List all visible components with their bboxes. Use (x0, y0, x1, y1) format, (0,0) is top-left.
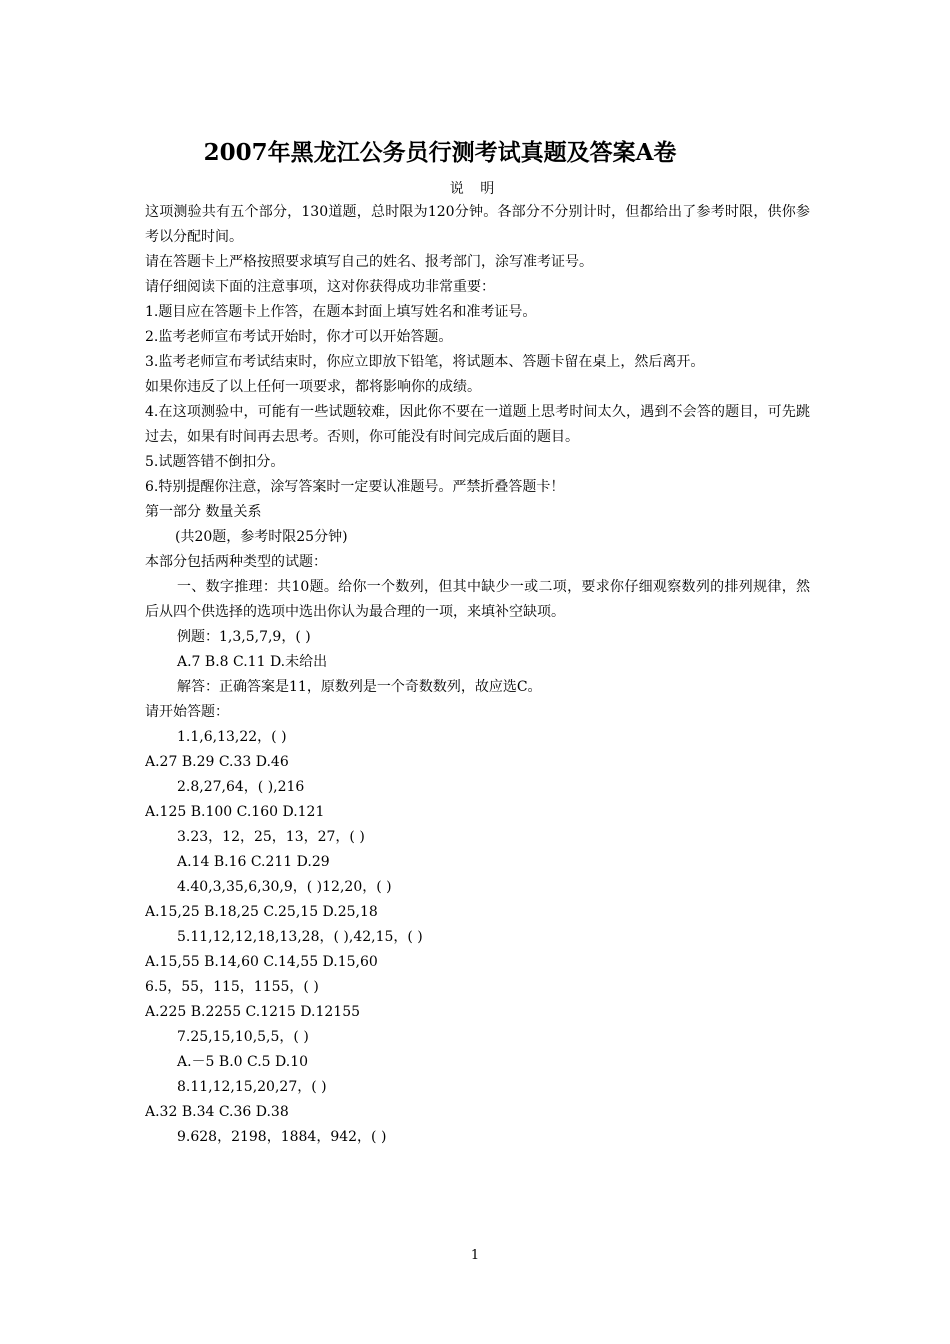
notice-item: 4.在这项测验中，可能有一些试题较难，因此你不要在一道题上思考时间太久，遇到不会答的题目，可先跳过去，如果有时间再去思考。否则，你可能没有时间完成后面的题目。 (145, 404, 810, 445)
question-options: A.27 B.29 C.33 D.46 (145, 754, 289, 770)
question: 8.11,12,15,20,27，( ) (177, 1079, 327, 1095)
document-title: 2007年黑龙江公务员行测考试真题及答案A卷 (203, 139, 677, 166)
question: 5.11,12,12,18,13,28，( ),42,15，( ) (177, 929, 423, 945)
part-time-note: (共20题，参考时限25分钟) (175, 529, 348, 545)
question: 7.25,15,10,5,5，( ) (177, 1029, 309, 1045)
question: 1.1,6,13,22，( ) (177, 729, 287, 745)
page-number: 1 (470, 1248, 480, 1263)
notice-item: 3.监考老师宣布考试结束时，你应立即放下铅笔，将试题本、答题卡留在桌上，然后离开。 (145, 354, 705, 370)
section-instruction: 一、数字推理：共10题。给你一个数列，但其中缺少一或二项，要求你仔细观察数列的排列规律，然后从四个供选择的选项中选出你认为最合理的一项，来填补空缺项。 (145, 579, 810, 620)
question: 2.8,27,64，( ),216 (177, 779, 305, 795)
question: 3.23，12，25，13，27，( ) (177, 829, 365, 845)
question-options: A.15,55 B.14,60 C.14,55 D.15,60 (145, 954, 378, 970)
notice-item: 5.试题答错不倒扣分。 (145, 454, 285, 470)
question-options: A.－5 B.0 C.5 D.10 (177, 1054, 309, 1070)
part-heading: 第一部分 数量关系 (145, 504, 262, 520)
question: 4.40,3,35,6,30,9，( )12,20，( ) (177, 879, 392, 895)
notice-item: 6.特别提醒你注意，涂写答案时一定要认准题号。严禁折叠答题卡！ (145, 479, 565, 495)
example-question: 例题：1,3,5,7,9，( ) (177, 629, 311, 645)
document-body (145, 200, 810, 1150)
question-options: A.14 B.16 C.211 D.29 (177, 854, 330, 870)
question-options: A.15,25 B.18,25 C.25,15 D.25,18 (145, 904, 378, 920)
question: 6.5，55，115，1155，( ) (145, 979, 319, 995)
question: 9.628，2198，1884，942，( ) (177, 1129, 387, 1145)
example-answer: 解答：正确答案是11，原数列是一个奇数数列，故应选C。 (177, 679, 542, 695)
intro-paragraph: 请在答题卡上严格按照要求填写自己的姓名、报考部门，涂写准考证号。 (145, 254, 593, 270)
instructions-heading: 说 明 (449, 181, 501, 197)
part-types-note: 本部分包括两种类型的试题： (145, 554, 327, 570)
notice-item: 如果你违反了以上任何一项要求，都将影响你的成绩。 (145, 379, 481, 395)
start-prompt: 请开始答题： (145, 704, 229, 720)
intro-paragraph: 请仔细阅读下面的注意事项，这对你获得成功非常重要： (145, 279, 495, 295)
notice-item: 2.监考老师宣布考试开始时，你才可以开始答题。 (145, 329, 453, 345)
intro-paragraph: 这项测验共有五个部分，130道题，总时限为120分钟。各部分不分别计时，但都给出了参考时限，供你参考以分配时间。 (145, 204, 810, 245)
notice-item: 1.题目应在答题卡上作答，在题本封面上填写姓名和准考证号。 (145, 304, 537, 320)
question-options: A.32 B.34 C.36 D.38 (145, 1104, 289, 1120)
question-options: A.125 B.100 C.160 D.121 (145, 804, 325, 820)
question-options: A.225 B.2255 C.1215 D.12155 (145, 1004, 361, 1020)
example-options: A.7 B.8 C.11 D.未给出 (177, 654, 328, 670)
